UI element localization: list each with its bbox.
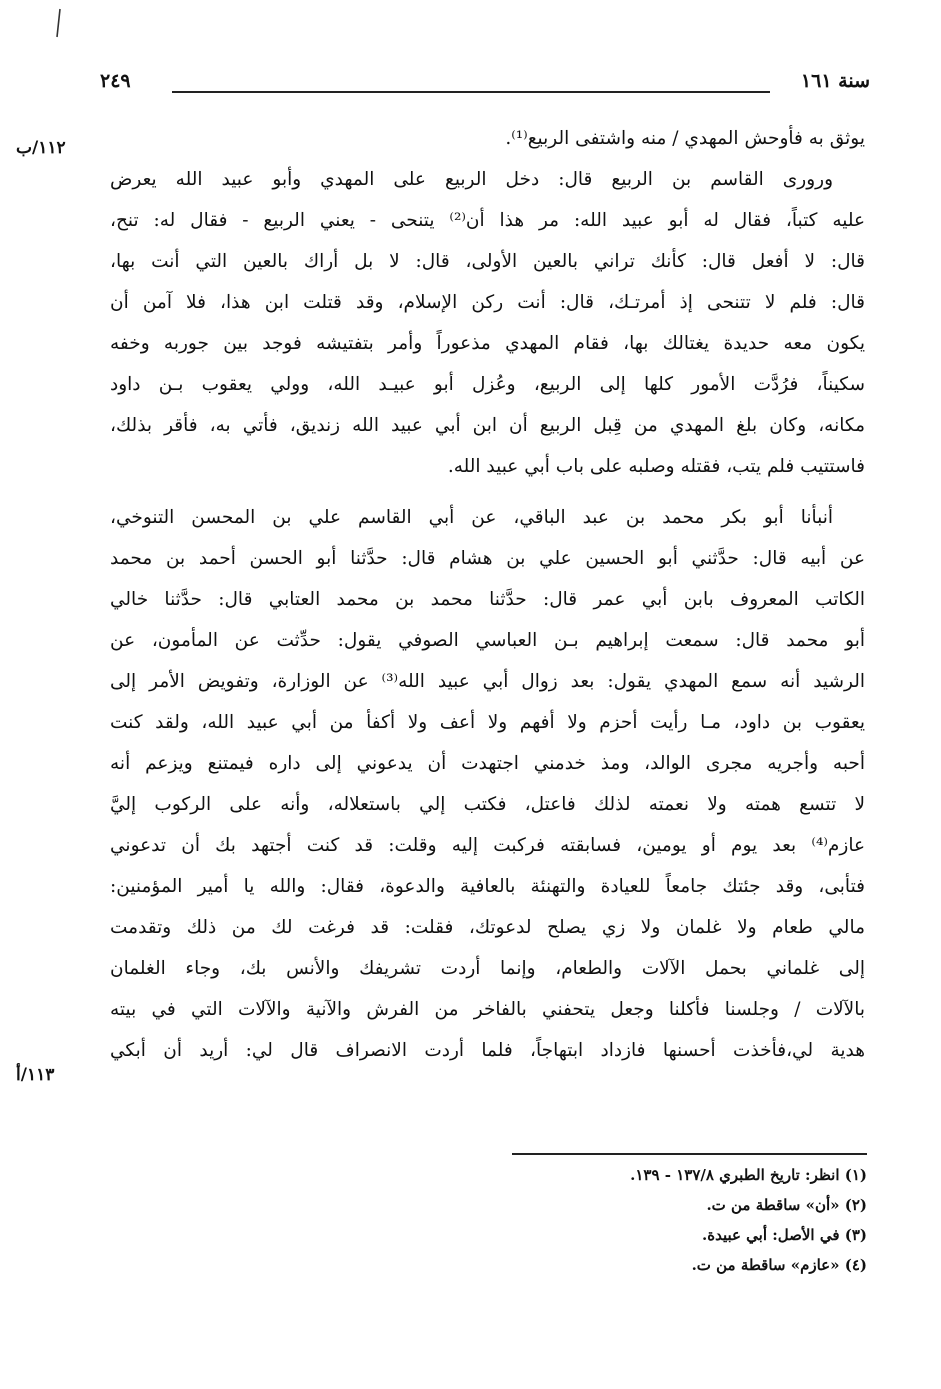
page-number: ٢٤٩: [100, 70, 131, 92]
footnote: (٣) في الأصل: أبي عبيدة.: [702, 1226, 867, 1244]
margin-folio-note: ١١٣/أ: [16, 1065, 55, 1085]
footnote-separator: [512, 1153, 867, 1155]
text-line: قال: فلم لا تتنحى إذ أمرتـك، قال: أنت ركن الإسلام، وقد قتلت ابن هذا، فلا آمن أن: [110, 292, 865, 313]
footnote: (١) انظر: تاريخ الطبري ١٣٧/٨ - ١٣٩.: [630, 1166, 867, 1184]
text-line: مالي طعام ولا غلمان ولا زي يصلح لدعوتك، فقلت: قد فرغت لك من ذلك وتقدمت: [110, 917, 865, 938]
text-line: أنبأنا أبو بكر محمد بن عبد الباقي، عن أبي القاسم علي بن المحسن التنوخي،: [110, 507, 833, 528]
text-line: سكيناً، فرُدَّت الأمور كلها إلى الربيع، وعُزل أبو عبيـد الله، وولي يعقوب بـن داود: [110, 374, 865, 395]
text-line: أحبه وأجريه مجرى الوالد، ومذ خدمني اجتهدت أن يدعوني إلى داره فيمتنع ويزعم أنه: [110, 753, 865, 774]
text-line: يعقوب بن داود، مـا رأيت أحزم ولا أفهم ولا أعف ولا أكفأ من أبي عبيد الله، ولقد كنت: [110, 712, 865, 733]
main-text: [110, 118, 865, 1071]
text-line: قال: لا أفعل قال: كأنك تراني بالعين الأولى، قال: لا بل أراك بالعين التي أنت بها،: [110, 251, 865, 272]
running-header: [100, 70, 870, 110]
text-line: بالآلات / وجلسنا فأكلنا وجعل يتحفني بالفاخر من الفرش والآنية والآلات التي في بيته: [110, 999, 865, 1020]
text-line: ورورى القاسم بن الربيع قال: دخل الربيع على المهدي وأبو عبيد الله يعرض: [110, 169, 833, 190]
footnotes: [300, 1160, 867, 1280]
text-line: عازم⁽⁴⁾ بعد يوم أو يومين، فسابقته فركبت إليه وقلت: قد كنت أجتهد بك أن تدعوني: [110, 835, 865, 856]
text-line: يوثق به فأوحش المهدي / منه واشتفى الربيع⁽¹⁾.: [505, 128, 865, 149]
text-line: إلى غلماني بحمل الآلات والطعام، وإنما أردت تشريفك والأنس بك، وجاء الغلمان: [110, 958, 865, 979]
footnote: (٢) «أن» ساقطة من ت.: [706, 1196, 867, 1214]
header-rule: [172, 91, 770, 93]
text-line: مكانه، وكان بلغ المهدي من قِبل الربيع أن ابن أبي عبيد الله زنديق، فأتي به، فأقر بذلك،: [110, 415, 865, 436]
header-year-label: سنة ١٦١: [800, 70, 870, 92]
text-line: الكاتب المعروف بابن أبي عمر قال: حدَّثنا محمد بن محمد العتابي قال: حدَّثنا خالي: [110, 589, 865, 610]
text-line: يكون معه حديدة يغتالك بها، فقام المهدي مذعوراً وأمر بتفتيشه فوجد بين جوربه وخفه: [110, 333, 865, 354]
footnote: (٤) «عازم» ساقطة من ت.: [691, 1256, 867, 1274]
pen-stroke-mark: [52, 8, 66, 38]
text-line: هدية لي،فأخذت أحسنها فازداد ابتهاجاً، فلما أردت الانصراف قال لي: أريد أن أبكي: [110, 1040, 865, 1061]
margin-folio-note: ١١٢/ب: [16, 138, 66, 158]
text-line: عليه كتباً، فقال له أبو عبيد الله: مر هذا أن⁽²⁾ يتنحى - يعني الربيع - فقال له: تنح،: [110, 210, 865, 231]
text-line: فاستتيب فلم يتب، فقتله وصلبه على باب أبي عبيد الله.: [447, 456, 865, 477]
text-line: عن أبيه قال: حدَّثني أبو الحسين علي بن هشام قال: حدَّثنا أبو الحسن أحمد بن محمد: [110, 548, 865, 569]
text-line: الرشيد أنه سمع المهدي يقول: بعد زوال أبي عبيد الله⁽³⁾ عن الوزارة، وتفويض الأمر إلى: [110, 671, 865, 692]
text-line: أبو محمد قال: سمعت إبراهيم بـن العباسي الصوفي يقول: حدِّثت عن المأمون، عن: [110, 630, 865, 651]
text-line: فتأبى، وقد جئتك جامعاً للعيادة والتهنئة بالعافية والدعوة، فقال: والله يا أمير المؤمنين:: [110, 876, 865, 897]
text-line: لا تتسع همته ولا نعمته لذلك فاعتل، فكتب إلي باستعلاله، وأنه على الركوب إليَّ: [110, 794, 865, 815]
